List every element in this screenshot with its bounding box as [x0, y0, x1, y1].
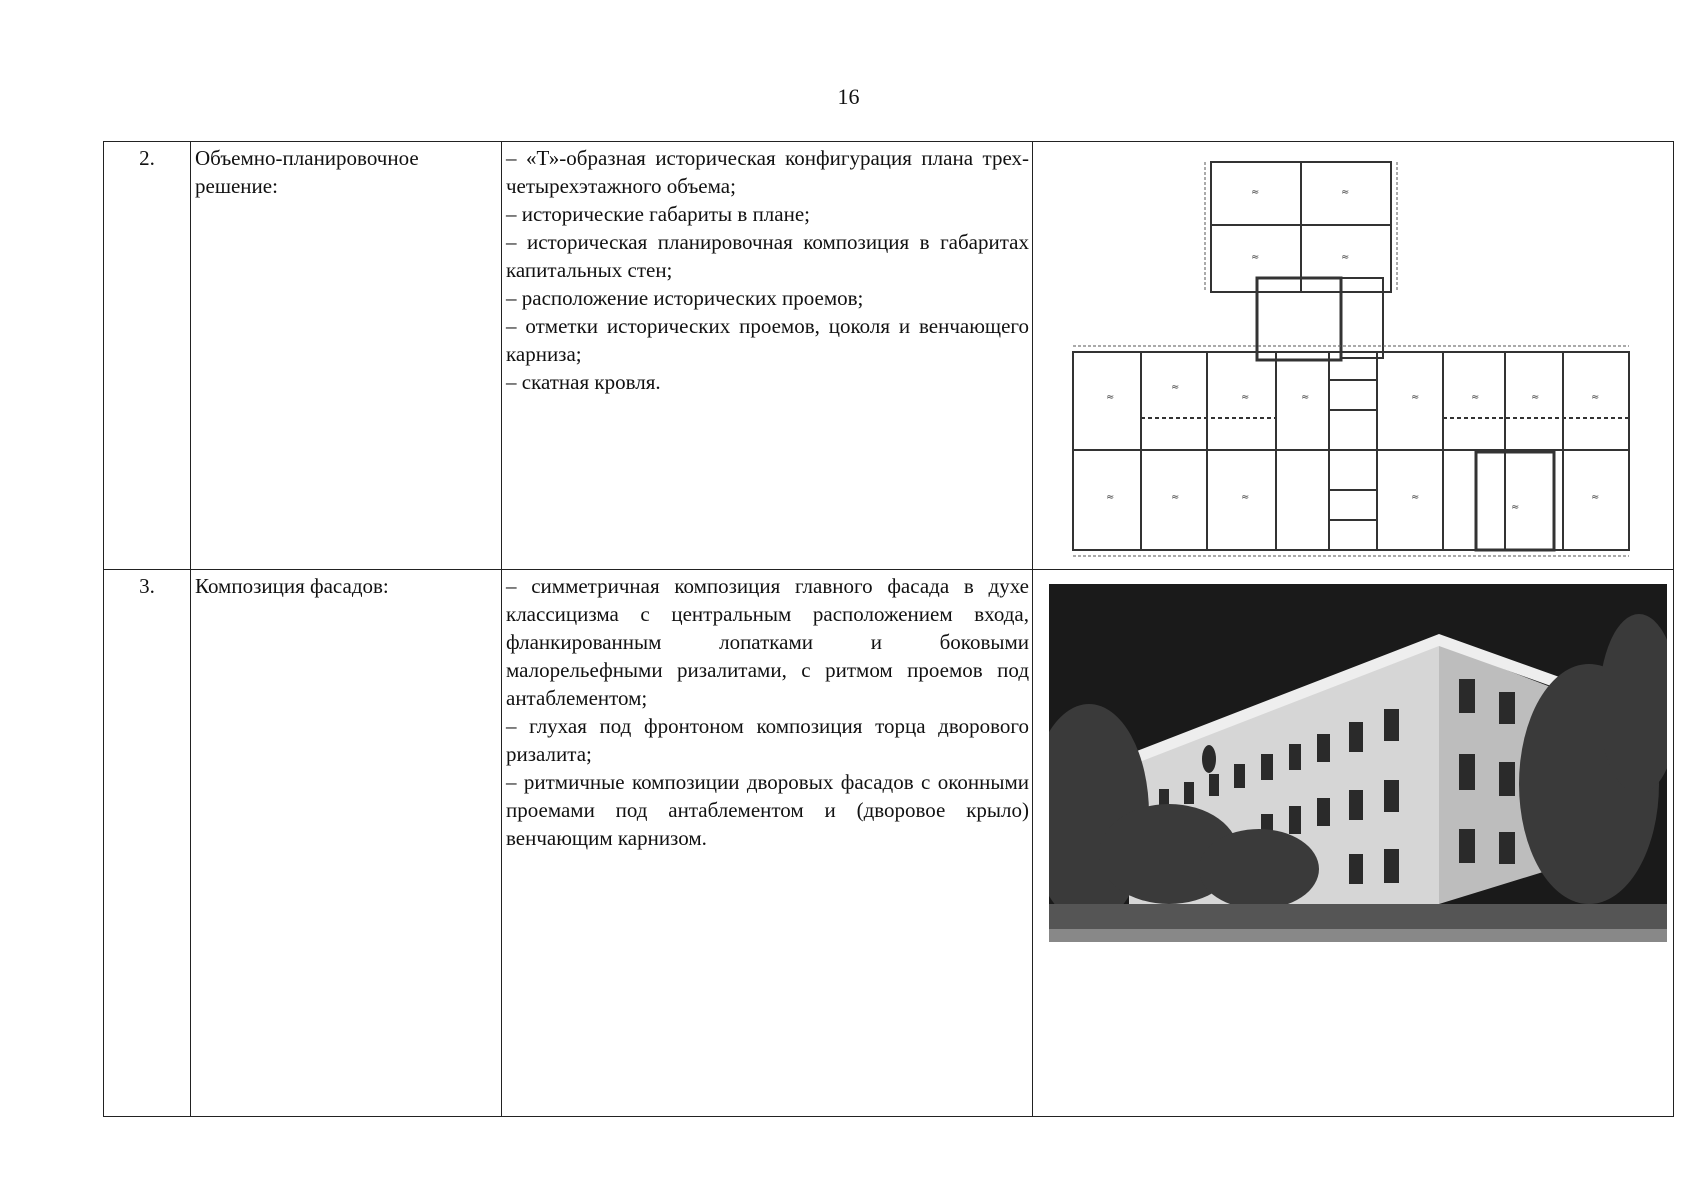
- row-name: Объемно-планировочное решение:: [195, 146, 419, 198]
- row-description-cell: [502, 142, 1033, 570]
- page-number: 16: [837, 84, 860, 109]
- list-item: – историческая планировочная композиция в габаритах капитальных стен;: [506, 230, 1029, 282]
- list-item: – симметричная композиция главного фасада в духе классицизма с центральным расположением входа, фланкированным лопатками и боковыми малорельефными ризалитами, с ритмом проемов под антаблементом;: [506, 574, 1029, 710]
- svg-text:≈: ≈: [1411, 392, 1420, 403]
- row-image-cell: [1033, 570, 1674, 1117]
- svg-text:≈: ≈: [1106, 392, 1115, 403]
- svg-text:≈: ≈: [1341, 187, 1350, 198]
- row-description-cell: [502, 570, 1033, 1117]
- svg-text:≈: ≈: [1171, 382, 1180, 393]
- list-item: – исторические габариты в плане;: [506, 202, 810, 226]
- svg-text:≈: ≈: [1411, 492, 1420, 503]
- row-number: 2.: [139, 146, 155, 170]
- list-item: – глухая под фронтоном композиция торца дворового ризалита;: [506, 714, 1029, 766]
- svg-text:≈: ≈: [1591, 492, 1600, 503]
- description-list: [502, 570, 1032, 852]
- svg-text:≈: ≈: [1471, 392, 1480, 403]
- description-list: [502, 142, 1032, 396]
- svg-text:≈: ≈: [1341, 252, 1350, 263]
- protection-subject-table: [103, 141, 1674, 1117]
- svg-text:≈: ≈: [1301, 392, 1310, 403]
- svg-text:≈: ≈: [1511, 502, 1520, 513]
- row-name-cell: [191, 142, 502, 570]
- row-number: 3.: [139, 574, 155, 598]
- svg-text:≈: ≈: [1171, 492, 1180, 503]
- list-item: – ритмичные композиции дворовых фасадов с оконными проемами под антаблементом и (дворовое крыло) венчающим карнизом.: [506, 770, 1029, 850]
- floor-plan-image: [1071, 160, 1631, 560]
- svg-text:≈: ≈: [1531, 392, 1540, 403]
- svg-text:≈: ≈: [1591, 392, 1600, 403]
- row-image-cell: [1033, 142, 1674, 570]
- list-item: – отметки исторических проемов, цоколя и венчающего карниза;: [506, 314, 1029, 366]
- svg-text:≈: ≈: [1106, 492, 1115, 503]
- svg-text:≈: ≈: [1241, 492, 1250, 503]
- table-row: [104, 142, 1674, 570]
- row-name-cell: [191, 570, 502, 1117]
- row-name: Композиция фасадов:: [195, 574, 389, 598]
- svg-text:≈: ≈: [1251, 187, 1260, 198]
- table-row: [104, 570, 1674, 1117]
- list-item: – расположение исторических проемов;: [506, 286, 864, 310]
- building-photo-image: [1049, 584, 1667, 942]
- row-number-cell: [104, 570, 191, 1117]
- list-item: – «Т»-образная историческая конфигурация плана трех-четырехэтажного объема;: [506, 146, 1029, 198]
- svg-text:≈: ≈: [1241, 392, 1250, 403]
- svg-text:≈: ≈: [1251, 252, 1260, 263]
- row-number-cell: [104, 142, 191, 570]
- list-item: – скатная кровля.: [506, 370, 661, 394]
